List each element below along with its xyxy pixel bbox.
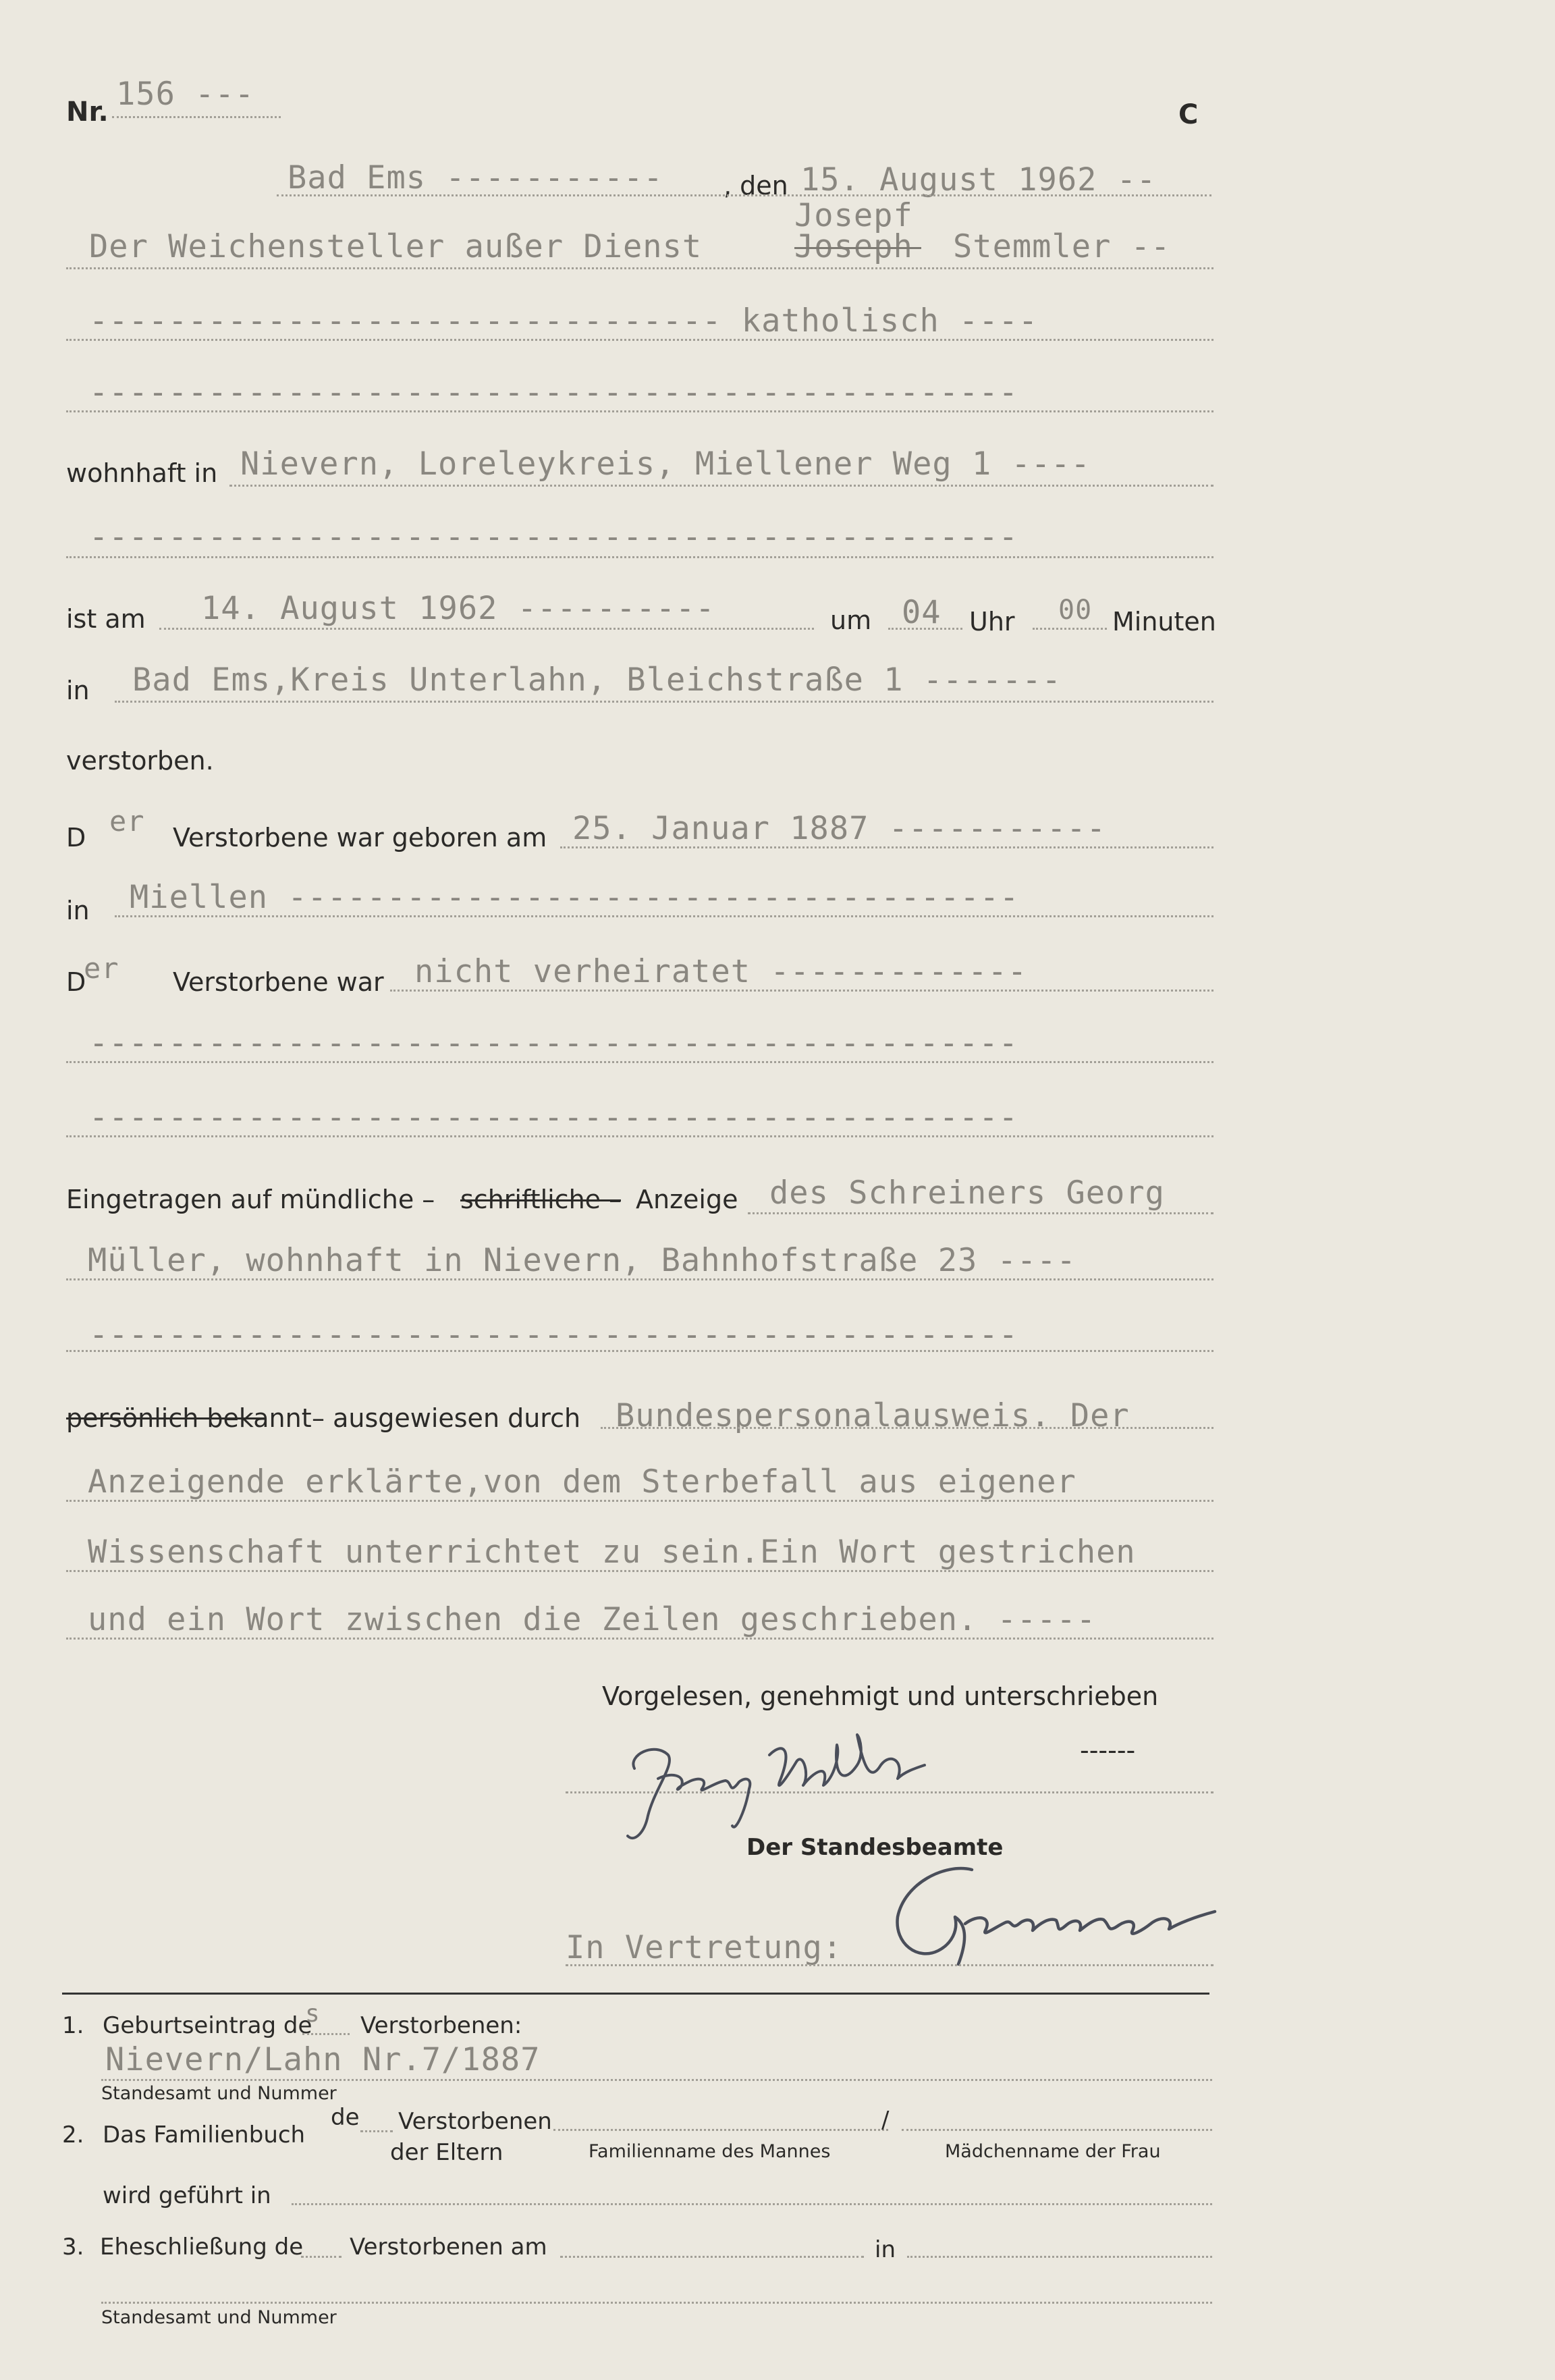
footnote-1-suffix: s — [305, 2000, 321, 2028]
residence-filler-line: ----------------------------------------------- — [89, 518, 1018, 556]
marital-dotted-3 — [66, 1135, 1213, 1137]
report-label-start: Eingetragen auf mündliche – — [66, 1185, 435, 1214]
identity-strike — [66, 1417, 265, 1419]
nr-label: Nr. — [66, 97, 109, 128]
identity-dotted-2 — [66, 1500, 1213, 1502]
hour-dotted — [888, 628, 962, 630]
uhr-label: Uhr — [969, 607, 1015, 637]
read-approved-text: Vorgelesen, genehmigt und unterschrieben — [602, 1681, 1159, 1711]
surname-value: Stemmler -- — [953, 228, 1171, 265]
registrar-signature — [877, 1849, 1228, 1978]
residence-label: wohnhaft in — [66, 458, 218, 488]
person-dotted-line-1 — [66, 267, 1213, 269]
place-value: Bad Ems ----------- — [288, 159, 663, 196]
verstorben-label: verstorben. — [66, 746, 214, 776]
identity-value-4: und ein Wort zwischen die Zeilen geschrieben. ----- — [88, 1601, 1097, 1638]
residence-value: Nievern, Loreleykreis, Miellener Weg 1 ---- — [240, 445, 1091, 483]
marital-filler-line-1: ----------------------------------------------- — [89, 1025, 1018, 1062]
minuten-label: Minuten — [1112, 607, 1216, 637]
marital-value: nicht verheiratet ------------- — [414, 953, 1028, 990]
footnote-2-number: 2. — [62, 2121, 84, 2148]
birth-date: 25. Januar 1887 ----------- — [572, 810, 1107, 847]
date-value: 15. August 1962 -- — [800, 161, 1157, 198]
footnote-2-wife-caption: Mädchenname der Frau — [945, 2141, 1161, 2162]
informant-line-1: des Schreiners Georg — [769, 1174, 1165, 1212]
um-label: um — [830, 605, 872, 635]
footnote-1-dotted — [101, 2079, 1212, 2081]
marital-dotted-2 — [66, 1061, 1213, 1063]
person-title: Der Weichensteller außer Dienst — [89, 228, 703, 265]
person-dotted-line-2 — [66, 339, 1213, 341]
report-label-end: Anzeige — [636, 1185, 738, 1214]
identity-label-struck: persönlich bekannt — [66, 1403, 312, 1433]
footnote-3-de-dotted — [301, 2256, 342, 2258]
birth-gender-suffix: er — [109, 805, 145, 838]
death-in-label: in — [66, 676, 90, 705]
birth-place-dotted — [115, 915, 1213, 917]
identity-dotted-1 — [601, 1427, 1213, 1429]
identity-dotted-4 — [66, 1638, 1213, 1640]
death-hour: 04 — [902, 594, 942, 631]
residence-dotted-line — [229, 485, 1213, 487]
death-place: Bad Ems,Kreis Unterlahn, Bleichstraße 1 ------- — [132, 661, 1062, 699]
footnote-3-caption: Standesamt und Nummer — [101, 2307, 337, 2328]
person-filler-line: ----------------------------------------------- — [89, 374, 1018, 411]
footnote-3-in-label: in — [875, 2236, 896, 2263]
minute-dotted — [1033, 628, 1107, 630]
identity-dotted-3 — [66, 1570, 1213, 1572]
marital-dotted — [390, 990, 1213, 992]
report-dotted-1 — [748, 1212, 1213, 1214]
report-strike — [460, 1199, 621, 1201]
ist-am-label: ist am — [66, 604, 146, 634]
person-dotted-line-3 — [66, 410, 1213, 412]
form-letter: C — [1178, 99, 1199, 130]
birth-place: Miellen ------------------------------------- — [130, 879, 1020, 916]
footnote-2-husband-dotted — [553, 2129, 888, 2131]
born-label: Verstorbene war geboren am — [173, 823, 547, 853]
footnote-1-caption: Standesamt und Nummer — [101, 2083, 337, 2104]
death-place-dotted — [115, 701, 1213, 703]
footnote-divider — [62, 1993, 1209, 1995]
marital-d-label: D — [66, 967, 86, 997]
footnote-3-number: 3. — [62, 2234, 84, 2261]
registrar-title: Der Standesbeamte — [746, 1834, 1004, 1861]
deputy-label: In Vertretung: — [566, 1929, 843, 1966]
report-dotted-3 — [66, 1350, 1213, 1352]
nr-value: 156 --- — [116, 76, 255, 113]
struck-name: Joseph — [794, 228, 913, 265]
footnote-2-husband-caption: Familienname des Mannes — [589, 2141, 831, 2162]
name-strike — [794, 247, 921, 249]
footnote-2-wife-dotted — [902, 2129, 1212, 2131]
birth-register-value: Nievern/Lahn Nr.7/1887 — [105, 2041, 541, 2078]
footnote-1-suffix-dotted — [302, 2033, 350, 2035]
footnote-2-de-dotted — [360, 2130, 393, 2132]
informant-filler-line: ----------------------------------------------- — [89, 1316, 1018, 1353]
footnote-1-label2: Verstorbenen: — [360, 2012, 522, 2039]
footnote-2-kept-dotted — [292, 2203, 1212, 2205]
identity-value-3: Wissenschaft unterrichtet zu sein.Ein Wort gestrichen — [88, 1534, 1136, 1571]
footnote-3-register-dotted — [101, 2302, 1212, 2304]
footnote-3-place-dotted — [907, 2256, 1212, 2258]
footnote-1-number: 1. — [62, 2012, 84, 2039]
footnote-3-label: Eheschließung de — [100, 2234, 304, 2261]
birth-d-label: D — [66, 823, 86, 853]
signature-dash: ------ — [1080, 1735, 1136, 1765]
birth-in-label: in — [66, 896, 90, 925]
registrar-signature-line — [566, 1964, 1213, 1966]
footnote-2-slash: / — [881, 2107, 890, 2134]
footnote-2-kept-label: wird geführt in — [103, 2182, 271, 2209]
informant-signature — [607, 1714, 1039, 1849]
footnote-3-label2: Verstorbenen am — [350, 2234, 547, 2261]
marital-gender-suffix: er — [84, 952, 119, 985]
report-label-struck: schriftliche – — [460, 1185, 622, 1214]
marital-filler-line-2: ----------------------------------------------- — [89, 1099, 1018, 1136]
informant-line-2: Müller, wohnhaft in Nievern, Bahnhofstraße 23 ---- — [88, 1242, 1076, 1279]
residence-dotted-line-2 — [66, 556, 1213, 558]
marital-label: Verstorbene war — [173, 967, 384, 997]
identity-value-1: Bundespersonalausweis. Der — [616, 1397, 1130, 1434]
den-label: , den — [724, 171, 788, 200]
report-dotted-2 — [66, 1278, 1213, 1280]
identity-label: – ausgewiesen durch — [312, 1403, 581, 1433]
footnote-2-label: Das Familienbuch — [103, 2121, 306, 2148]
death-minute: 00 — [1058, 595, 1093, 626]
death-date-dotted — [159, 628, 814, 630]
place-dotted-line — [277, 194, 1211, 196]
nr-dotted-line — [112, 116, 281, 118]
footnote-2-de: de — [331, 2104, 360, 2131]
footnote-1-label: Geburtseintrag de — [103, 2012, 312, 2039]
death-date: 14. August 1962 ---------- — [201, 590, 715, 627]
footnote-2-option-1: Verstorbenen — [398, 2108, 552, 2135]
identity-value-2: Anzeigende erklärte,von dem Sterbefall aus eigener — [88, 1463, 1076, 1500]
religion-line: -------------------------------- katholisch ---- — [89, 302, 1039, 340]
name-insertion: Josepf — [794, 197, 913, 234]
birth-date-dotted — [560, 846, 1213, 848]
footnote-3-date-dotted — [560, 2256, 864, 2258]
footnote-2-option-2: der Eltern — [390, 2139, 503, 2166]
